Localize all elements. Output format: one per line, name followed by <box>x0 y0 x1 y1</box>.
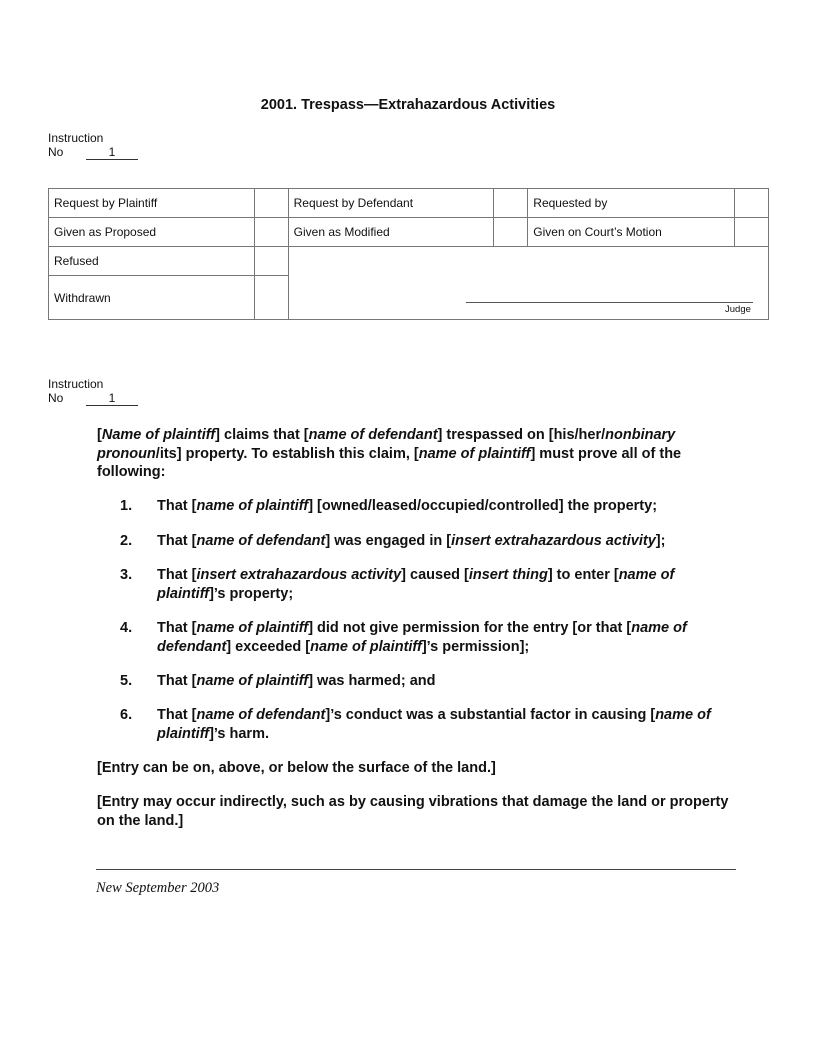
element-text: That [name of plaintiff] did not give permission for the entry [or that [name of defendant] exceeded [name of plaintiff]’s permission]; <box>157 620 687 655</box>
request-by-plaintiff-checkbox[interactable] <box>254 189 288 218</box>
element-number: 6. <box>120 707 133 723</box>
given-on-courts-motion-checkbox[interactable] <box>734 218 768 247</box>
requested-by-checkbox[interactable] <box>734 189 768 218</box>
intro-paragraph: [Name of plaintiff] claims that [name of defendant] trespassed on [his/her/nonbinary pronoun/its] property. To establish this claim, [name of plaintiff] must prove all of the following: <box>97 427 682 480</box>
request-by-defendant-label: Request by Defendant <box>288 189 494 218</box>
judge-signature-area <box>288 247 768 320</box>
withdrawn-checkbox[interactable] <box>254 276 288 320</box>
given-as-proposed-label: Given as Proposed <box>49 218 255 247</box>
withdrawn-label: Withdrawn <box>49 276 255 320</box>
element-number: 4. <box>120 620 133 636</box>
instruction-number-row <box>48 391 116 405</box>
refused-checkbox[interactable] <box>254 247 288 276</box>
judge-label: Judge <box>725 304 751 315</box>
instruction-no-label: No <box>48 391 64 405</box>
request-by-plaintiff-label: Request by Plaintiff <box>49 189 255 218</box>
given-on-courts-motion-label: Given on Court’s Motion <box>528 218 735 247</box>
instruction-no-label: No <box>48 145 64 159</box>
requested-by-label: Requested by <box>528 189 735 218</box>
element-text: That [insert extrahazardous activity] caused [insert thing] to enter [name of plaintiff]’s property; <box>157 567 675 602</box>
given-as-proposed-checkbox[interactable] <box>254 218 288 247</box>
refused-label: Refused <box>49 247 255 276</box>
element-number: 1. <box>120 498 133 514</box>
instruction-label: Instruction <box>48 131 104 145</box>
instruction-number-field[interactable]: 1 <box>86 391 138 406</box>
instruction-block-1 <box>48 131 116 159</box>
element-number: 3. <box>120 567 133 583</box>
given-as-modified-checkbox[interactable] <box>494 218 528 247</box>
instruction-number-row <box>48 145 116 159</box>
note-entry-indirect: [Entry may occur indirectly, such as by causing vibrations that damage the land or property on the land.] <box>97 794 729 829</box>
element-text: That [name of plaintiff] was harmed; and <box>157 673 436 689</box>
instruction-number-field[interactable]: 1 <box>86 145 138 160</box>
element-text: That [name of defendant] was engaged in [insert extrahazardous activity]; <box>157 533 666 549</box>
element-number: 5. <box>120 673 133 689</box>
request-by-defendant-checkbox[interactable] <box>494 189 528 218</box>
note-entry-surface: [Entry can be on, above, or below the surface of the land.] <box>97 760 496 776</box>
footer-divider <box>96 869 736 870</box>
instruction-block-2 <box>48 377 116 405</box>
element-text: That [name of defendant]’s conduct was a substantial factor in causing [name of plaintiff]’s harm. <box>157 707 711 742</box>
request-table <box>48 188 769 320</box>
element-number: 2. <box>120 533 133 549</box>
instruction-label: Instruction <box>48 377 104 391</box>
footer-history-note: New September 2003 <box>96 880 220 896</box>
judge-signature-line[interactable] <box>466 302 753 303</box>
element-text: That [name of plaintiff] [owned/leased/occupied/controlled] the property; <box>157 498 658 514</box>
page-title: 2001. Trespass—Extrahazardous Activities <box>260 97 556 113</box>
given-as-modified-label: Given as Modified <box>288 218 494 247</box>
